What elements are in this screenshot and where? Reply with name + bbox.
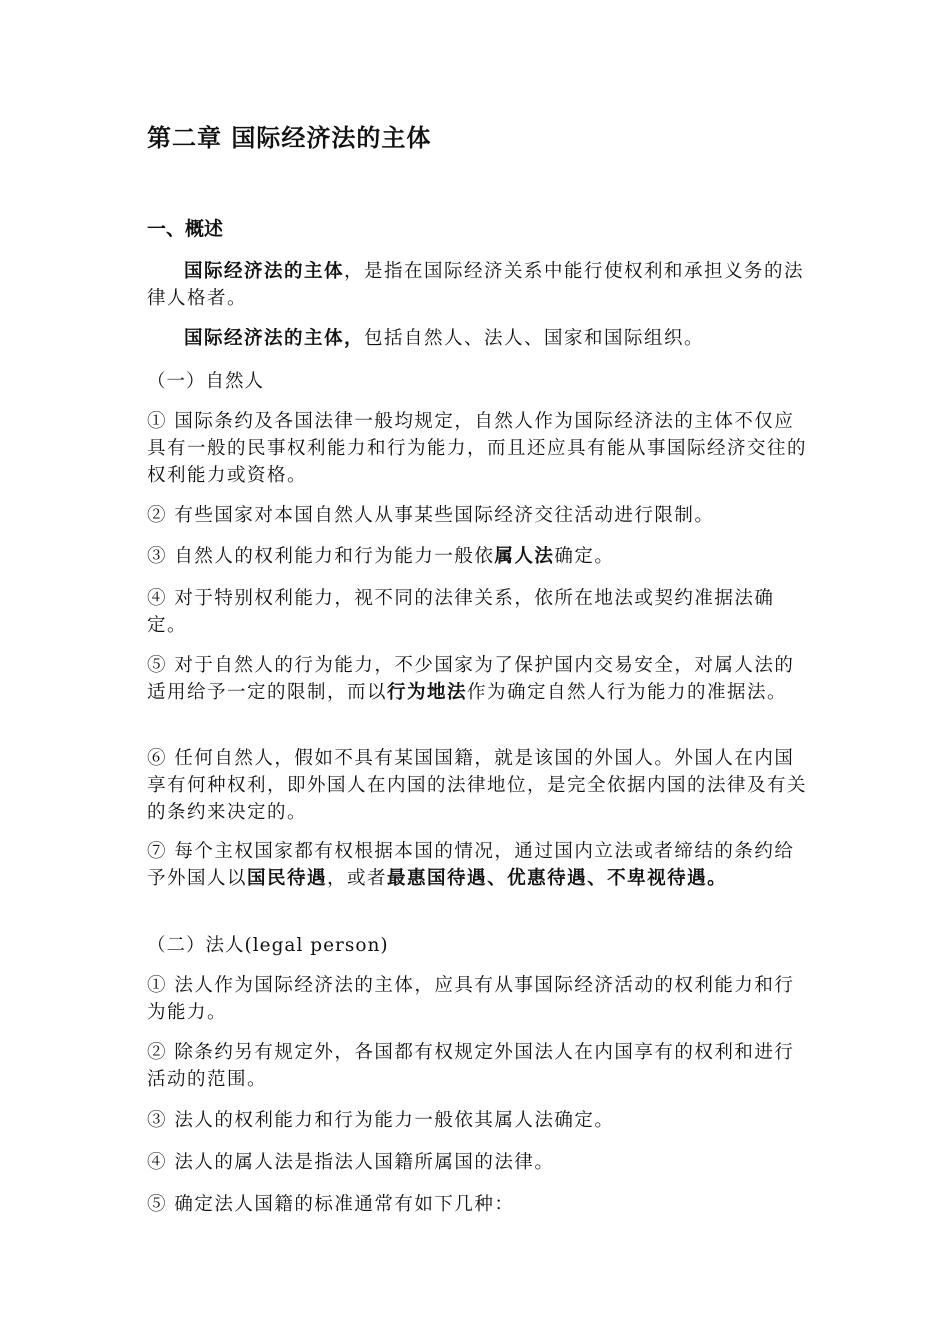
item7-text-c: ，或者 — [327, 868, 388, 889]
item5-text-a: ⑤ 对于自然人的行为能力，不少国家为了保护国内交易安全，对属人法的适用给予一定的限制，而以 — [147, 655, 795, 703]
item7-text-a: ⑦ 每个主权国家都有权根据本国的情况，通过国内立法或者缔结的条约给予外国人以 — [147, 841, 795, 889]
item7-bold-sep-1: 、 — [487, 868, 508, 889]
item5-bold-term: 行为地法 — [387, 682, 468, 703]
subjects-paragraph — [147, 325, 807, 352]
subjects-term: 国际经济法的主体， — [184, 328, 365, 349]
item7-bold-end: 。 — [707, 868, 728, 889]
natural-person-item-7 — [147, 838, 807, 892]
legal-person-item-5: ⑤ 确定法人国籍的标准通常有如下几种： — [147, 1194, 515, 1215]
subsection-legal-person: （二）法人(legal person) — [147, 935, 389, 956]
legal-person-item-3: ③ 法人的权利能力和行为能力一般依其属人法确定。 — [147, 1110, 615, 1131]
legal-person-item-1: ① 法人作为国际经济法的主体，应具有从事国际经济活动的权利能力和行为能力。 — [147, 975, 795, 1023]
natural-person-item-2: ② 有些国家对本国自然人从事某些国际经济交往活动进行限制。 — [147, 505, 715, 526]
item7-bold-national-treatment: 国民待遇 — [247, 868, 328, 889]
natural-person-item-5 — [147, 652, 807, 706]
item5-text-c: 作为确定自然人行为能力的准据法。 — [467, 682, 788, 703]
item3-text-c: 确定。 — [554, 546, 615, 567]
definition-term: 国际经济法的主体 — [184, 261, 345, 282]
chapter-title: 第二章 国际经济法的主体 — [147, 123, 432, 152]
subjects-text: 包括自然人、法人、国家和国际组织。 — [364, 328, 705, 349]
natural-person-item-4: ④ 对于特别权利能力，视不同的法律关系，依所在地法或契约准据法确定。 — [147, 588, 775, 636]
natural-person-item-3 — [147, 543, 807, 570]
item7-bold-nondiscriminatory-treatment: 不卑视待遇 — [607, 868, 708, 889]
definition-text: ，是指在国际经济关系中能行使权利和承担义务的法律人格者。 — [147, 261, 805, 309]
item3-text-a: ③ 自然人的权利能力和行为能力一般依 — [147, 546, 495, 567]
natural-person-item-6: ⑥ 任何自然人，假如不具有某国国籍，就是该国的外国人。外国人在内国享有何种权利，即外国人在内国的法律地位，是完全依据内国的法律及有关的条约来决定的。 — [147, 748, 808, 823]
item7-bold-preferential-treatment: 优惠待遇 — [507, 868, 588, 889]
section-heading-overview: 一、概述 — [147, 218, 224, 240]
item3-bold-term: 属人法 — [494, 546, 555, 567]
natural-person-item-1: ① 国际条约及各国法律一般均规定，自然人作为国际经济法的主体不仅应具有一般的民事权利能力和行为能力，而且还应具有能从事国际经济交往的权利能力或资格。 — [147, 411, 808, 486]
item7-bold-mfn-treatment: 最惠国待遇 — [387, 868, 488, 889]
definition-paragraph — [147, 258, 807, 312]
legal-person-item-4: ④ 法人的属人法是指法人国籍所属国的法律。 — [147, 1152, 555, 1173]
subsection-natural-person: （一）自然人 — [147, 371, 265, 392]
item7-bold-sep-2: 、 — [587, 868, 608, 889]
legal-person-item-2: ② 除条约另有规定外，各国都有权规定外国法人在内国享有的权利和进行活动的范围。 — [147, 1042, 795, 1090]
